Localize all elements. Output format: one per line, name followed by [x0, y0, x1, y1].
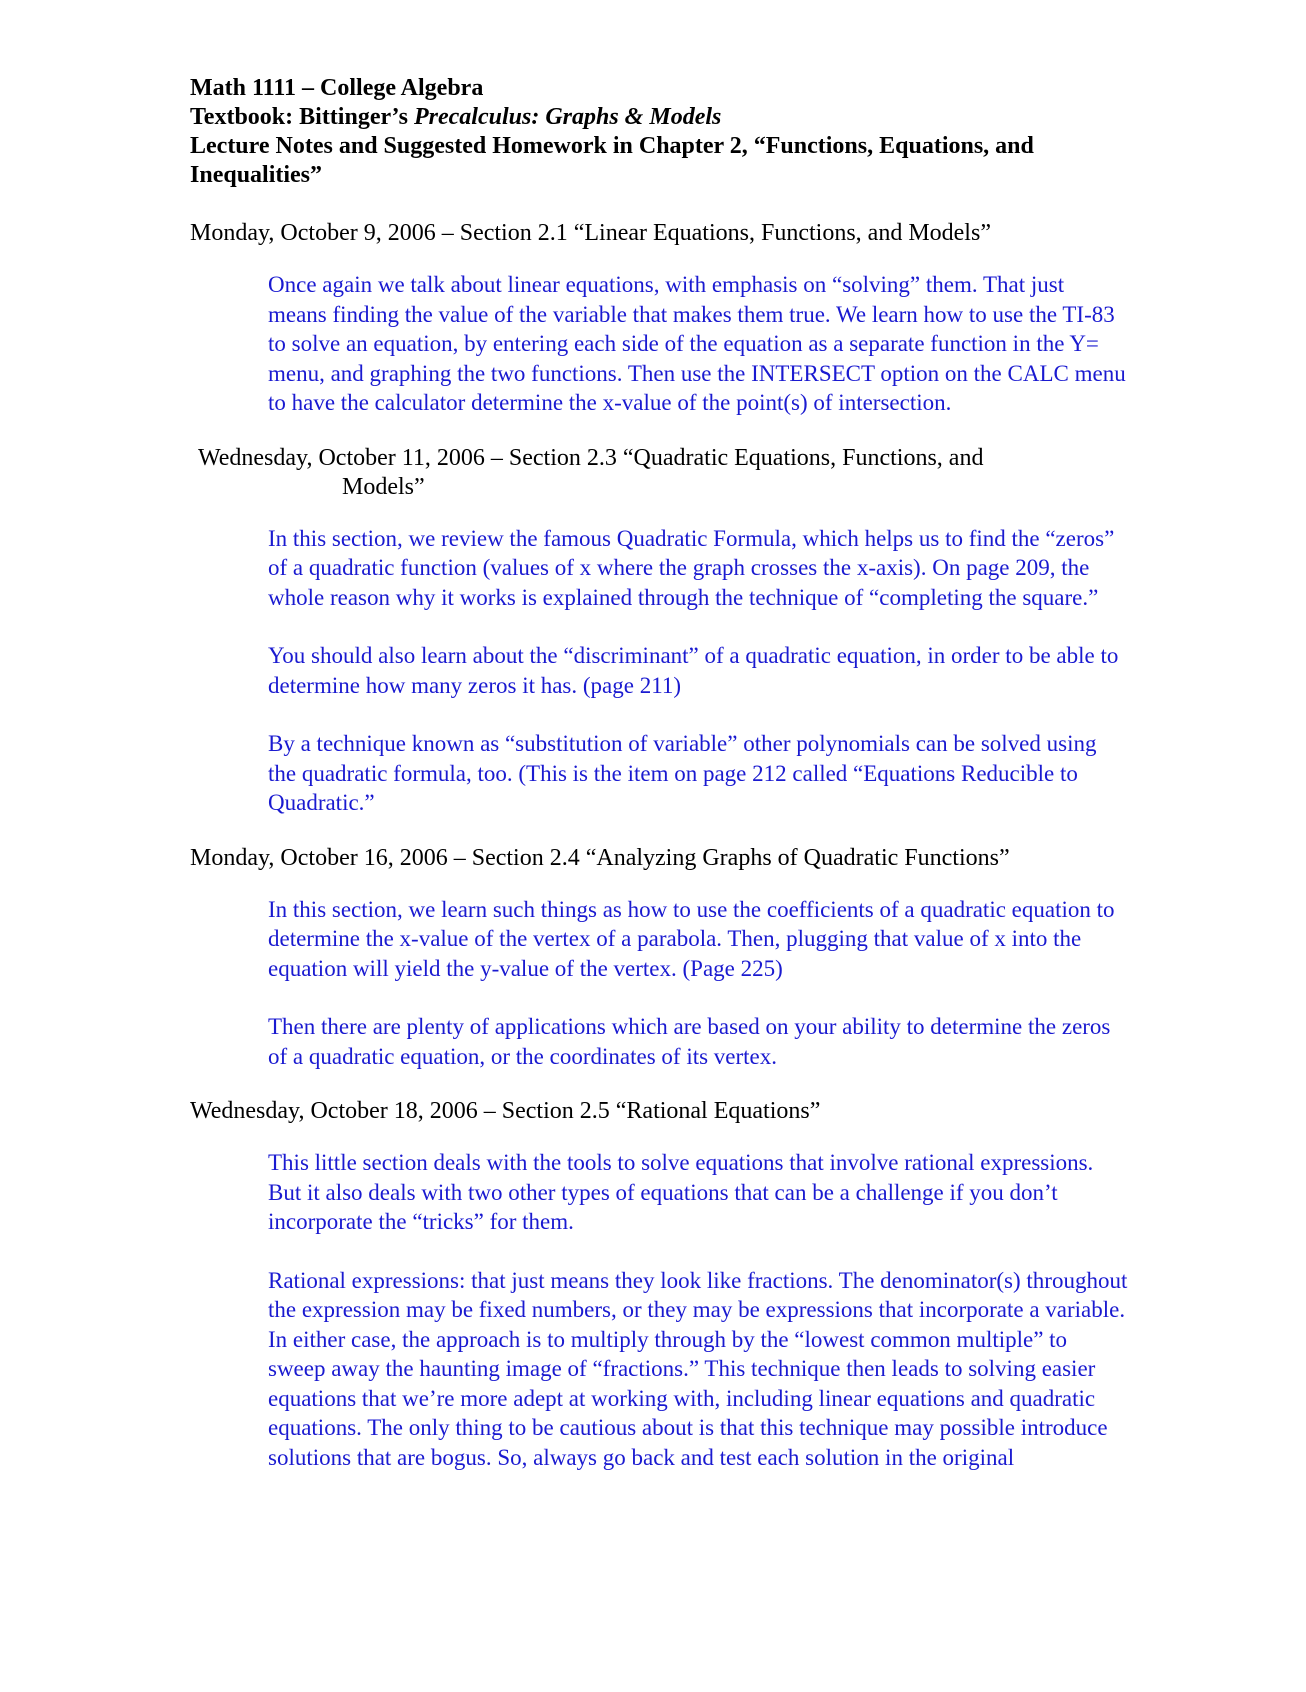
document-page [190, 74, 1130, 1472]
section-2-5-paragraph-2: Rational expressions: that just means they look like fractions. The denominator(s) throughout the expression may be fixed numbers, or they may be expressions that incorporate a variable. In either case, the approach is to multiply through by the “lowest common multiple” to sweep away the haunting image of “fractions.” This technique then leads to solving easier equations that we’re more adept at working with, including linear equations and quadratic equations. The only thing to be cautious about is that this technique may possible introduce solutions that are bogus. So, always go back and test each solution in the original [268, 1267, 1128, 1470]
section-heading-2-4: Monday, October 16, 2006 – Section 2.4 “Analyzing Graphs of Quadratic Functions” [190, 844, 1010, 871]
section-heading-2-5: Wednesday, October 18, 2006 – Section 2.5 “Rational Equations” [190, 1098, 821, 1124]
section-2-3-paragraph-2: You should also learn about the “discriminant” of a quadratic equation, in order to be able to determine how many zeros it has. (page 211) [268, 643, 1119, 698]
section-heading-2-3: Wednesday, October 11, 2006 – Section 2.3 “Quadratic Equations, Functions, and [198, 444, 984, 471]
section-2-3-paragraph-1: In this section, we review the famous Quadratic Formula, which helps us to find the “zeros” of a quadratic function (values of x where the graph crosses the x-axis). On page 209, the whole reason why it works is explained through the technique of “completing the square.” [268, 525, 1115, 610]
course-title: Math 1111 – College Algebra [190, 75, 484, 101]
section-2-3-paragraph-3: By a technique known as “substitution of variable” other polynomials can be solved using the quadratic formula, too. (This is the item on page 212 called “Equations Reducible to Quadratic.” [268, 731, 1097, 815]
textbook-line [190, 103, 1130, 132]
section-2-1-paragraph: Once again we talk about linear equations, with emphasis on “solving” them. That just means finding the value of the variable that makes them true. We learn how to use the TI-83 to solve an equation, by entering each side of the equation as a separate function in the Y= menu, and graphing the two functions. Then use the INTERSECT option on the CALC menu to have the calculator determine the x-value of the point(s) of intersection. [268, 272, 1126, 415]
textbook-prefix: Textbook: Bittinger’s [190, 104, 414, 130]
section-2-4-paragraph-1: In this section, we learn such things as how to use the coefficients of a quadratic equation to determine the x-value of the vertex of a parabola. Then, plugging that value of x into the equation will yield the y-value of the vertex. (Page 225) [268, 896, 1115, 981]
section-2-4-paragraph-2: Then there are plenty of applications which are based on your ability to determine the zeros of a quadratic equation, or the coordinates of its vertex. [268, 1014, 1111, 1069]
section-2-5-paragraph-1: This little section deals with the tools to solve equations that involve rational expressions. But it also deals with two other types of equations that can be a challenge if you don’t incorporate the “tricks” for them. [268, 1150, 1094, 1234]
notes-title: Lecture Notes and Suggested Homework in Chapter 2, “Functions, Equations, and Inequalities” [190, 133, 1034, 188]
section-heading-2-3-continued: Models” [342, 473, 425, 500]
section-heading-2-1: Monday, October 9, 2006 – Section 2.1 “Linear Equations, Functions, and Models” [190, 220, 991, 246]
textbook-title: Precalculus: Graphs & Models [414, 104, 722, 130]
